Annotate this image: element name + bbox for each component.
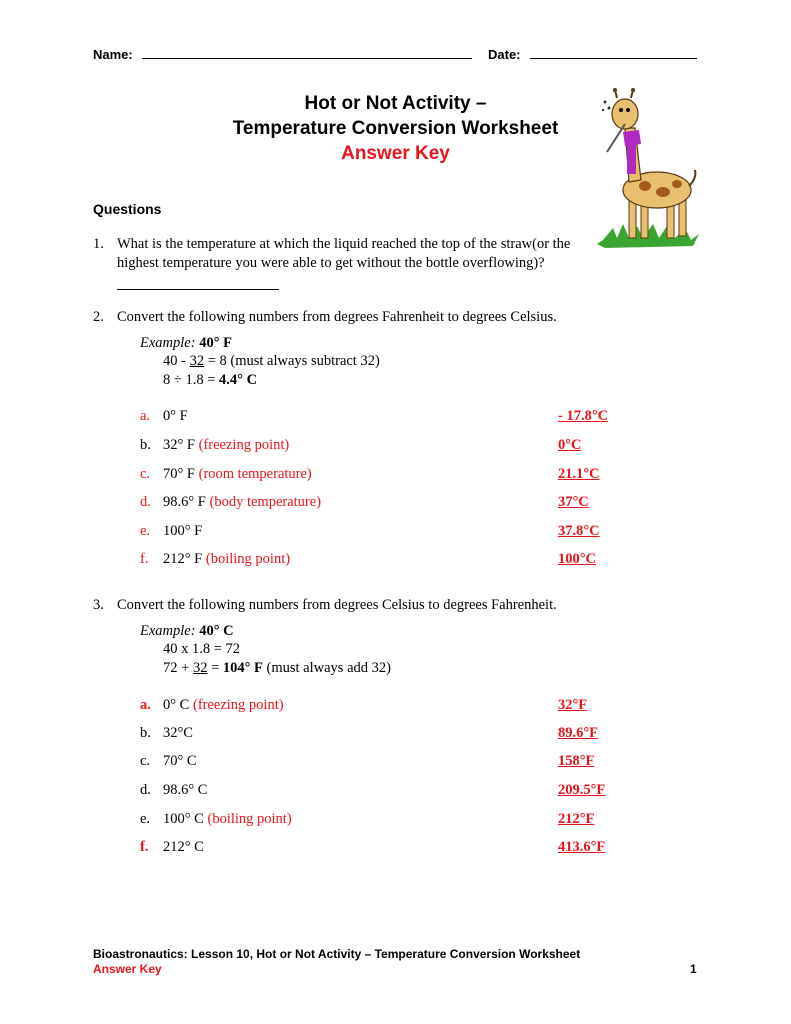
q2-item-question [163, 437, 289, 454]
q2-text: Convert the following numbers from degrees Fahrenheit to degrees Celsius. [117, 309, 557, 325]
q3-item-letter: d. [140, 782, 151, 798]
q3-item-answer: 413.6°F [558, 839, 606, 855]
q2-item-letter: b. [140, 437, 151, 453]
q2-item-value: 100° F [163, 523, 203, 539]
name-row [93, 47, 472, 62]
q2-item-note: (body temperature) [209, 494, 322, 510]
q1-line-2: highest temperature you were able to get without the bottle overflowing)? [117, 255, 545, 271]
page-number: 1 [690, 962, 697, 976]
q1-answer-line [117, 289, 279, 290]
q2-item-letter: e. [140, 523, 151, 539]
q3-item-value: 32°C [163, 725, 193, 741]
q2-item-letter: f. [140, 551, 149, 567]
q3-item-question [163, 811, 292, 828]
q2-step2-b: 4.4° C [219, 372, 258, 388]
q3-step-1: 40 x 1.8 = 72 [163, 641, 241, 657]
q3-item-note: (boiling point) [207, 811, 292, 827]
q2-step1-b: 32 [189, 353, 205, 369]
q3-item-letter: b. [140, 725, 151, 741]
q3-item-value: 0° C [163, 697, 190, 713]
q2-step1-a: 40 - [163, 353, 190, 369]
q3-item-letter: f. [140, 839, 149, 855]
q2-item-note: (boiling point) [205, 551, 291, 567]
q3-item-question [163, 753, 197, 770]
q2-item-value: 0° F [163, 408, 188, 424]
giraffe-illustration [595, 88, 705, 254]
q2-item-value: 70° F [163, 466, 195, 482]
q2-item-letter: d. [140, 494, 151, 510]
q2-step2-a: 8 ÷ 1.8 = [163, 372, 220, 388]
q1-number: 1. [93, 236, 104, 252]
questions-heading: Questions [93, 201, 162, 217]
date-label: Date: [488, 47, 521, 62]
q3-text: Convert the following numbers from degrees Celsius to degrees Fahrenheit. [117, 597, 557, 613]
date-row [488, 47, 697, 62]
name-label: Name: [93, 47, 133, 62]
footer-answer-key: Answer Key [93, 962, 162, 976]
q3-item-question [163, 839, 204, 856]
footer-title: Bioastronautics: Lesson 10, Hot or Not Activity – Temperature Conversion Worksheet [93, 947, 581, 961]
q3-item-value: 70° C [163, 753, 197, 769]
q3-item-question [163, 782, 207, 799]
q2-item-answer: - 17.8°C [558, 408, 609, 424]
q2-item-answer: 0°C [558, 437, 582, 453]
q2-item-note: (freezing point) [198, 437, 290, 453]
q2-item-answer: 100°C [558, 551, 597, 567]
q2-item-question [163, 466, 312, 483]
q3-step2-a: 72 + [163, 660, 193, 676]
q3-step2-d: 104° F [222, 660, 263, 676]
q3-number: 3. [93, 597, 104, 613]
q3-example-label: Example: [140, 623, 196, 639]
q3-step2-b: 32 [192, 660, 208, 676]
q2-item-value: 32° F [163, 437, 195, 453]
q3-item-answer: 209.5°F [558, 782, 606, 798]
q2-item-note: (room temperature) [198, 466, 312, 482]
q3-item-question [163, 697, 284, 714]
q2-example-label: Example: [140, 335, 196, 351]
q2-item-question [163, 551, 290, 568]
q3-step2-c: = [207, 660, 223, 676]
q3-item-value: 100° C [163, 811, 204, 827]
q3-step-2 [163, 660, 391, 677]
q3-item-letter: c. [140, 753, 151, 769]
q3-step2-e: (must always add 32) [262, 660, 391, 676]
q2-item-question [163, 408, 188, 425]
title-line-1: Hot or Not Activity – [304, 93, 487, 114]
q1-line-1: What is the temperature at which the liquid reached the top of the straw(or the [117, 236, 571, 252]
title-answer-key: Answer Key [341, 143, 450, 164]
q3-example-value: 40° C [199, 623, 234, 639]
q2-item-value: 98.6° F [163, 494, 206, 510]
q3-item-value: 98.6° C [163, 782, 208, 798]
q2-item-answer: 21.1°C [558, 466, 600, 482]
q2-example [140, 335, 232, 352]
q3-example [140, 623, 234, 640]
q3-item-question [163, 725, 193, 742]
q2-step-1 [163, 353, 380, 370]
q2-step-2 [163, 372, 257, 389]
q3-item-value: 212° C [163, 839, 204, 855]
q3-item-letter: e. [140, 811, 151, 827]
date-line [530, 48, 697, 59]
q3-item-letter: a. [140, 697, 151, 713]
q2-number: 2. [93, 309, 104, 325]
q2-item-answer: 37°C [558, 494, 589, 510]
q2-item-letter: c. [140, 466, 151, 482]
title-line-2: Temperature Conversion Worksheet [232, 118, 559, 139]
q3-item-answer: 89.6°F [558, 725, 599, 741]
q2-item-value: 212° F [163, 551, 203, 567]
q2-item-question [163, 494, 321, 511]
name-line [142, 48, 472, 59]
q3-item-note: (freezing point) [192, 697, 284, 713]
q2-step1-c: = 8 (must always subtract 32) [204, 353, 380, 369]
q3-item-answer: 32°F [558, 697, 588, 713]
q2-example-value: 40° F [199, 335, 232, 351]
q2-item-letter: a. [140, 408, 151, 424]
q3-item-answer: 212°F [558, 811, 595, 827]
q3-item-answer: 158°F [558, 753, 595, 769]
q2-item-question [163, 523, 202, 540]
q2-item-answer: 37.8°C [558, 523, 600, 539]
